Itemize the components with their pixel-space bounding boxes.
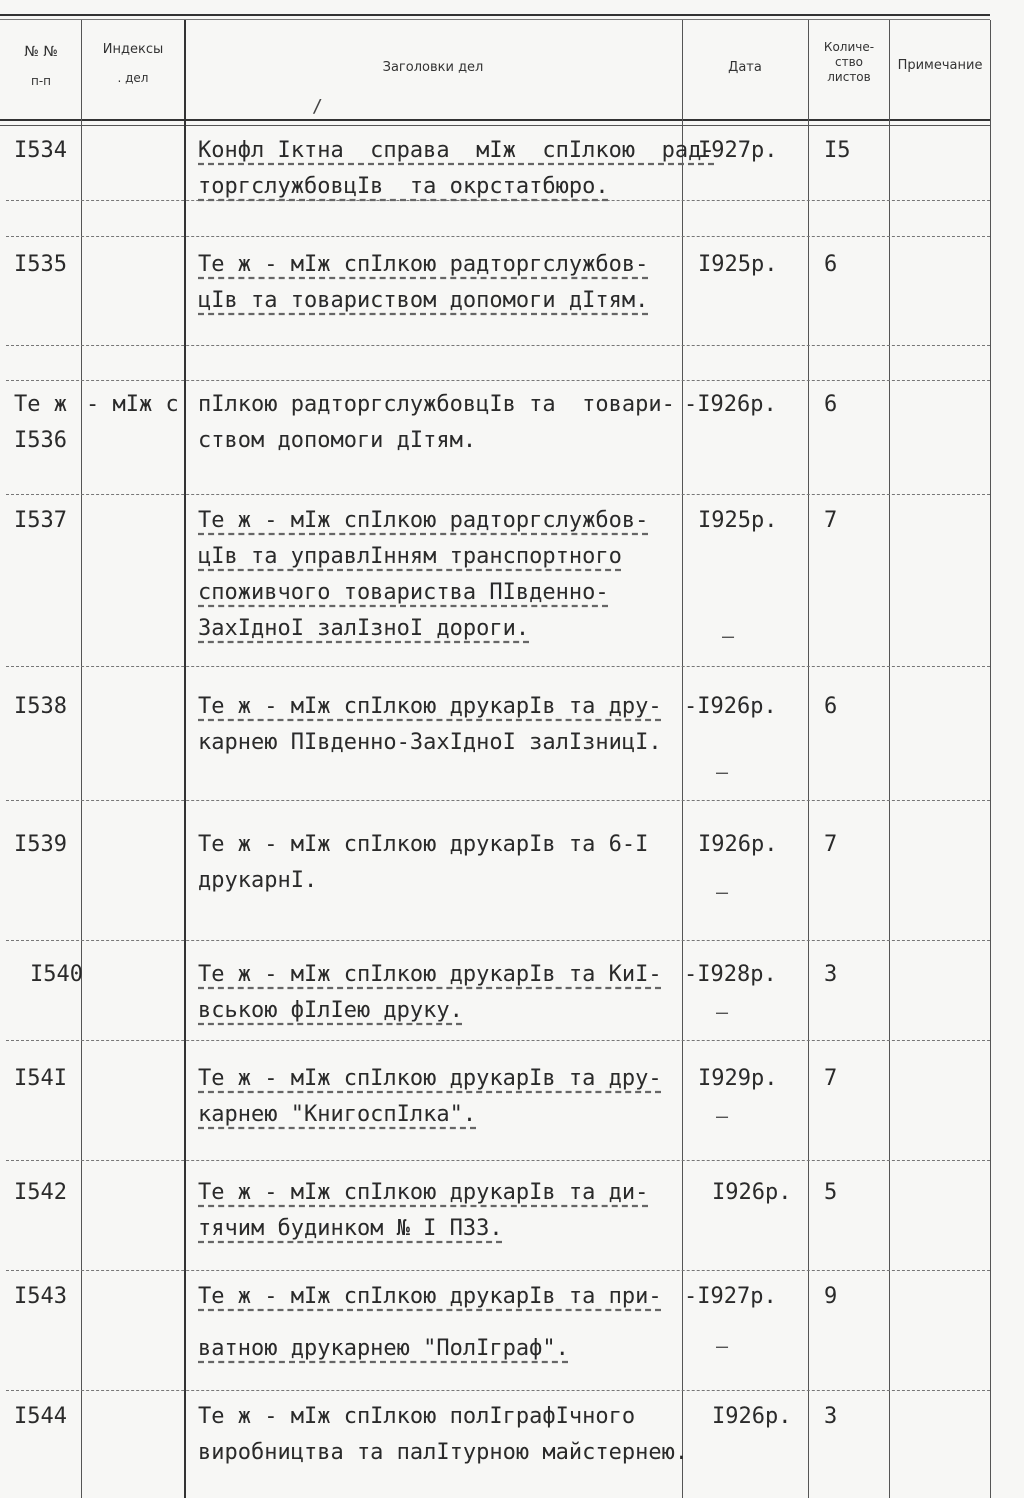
record-title-line: Те ж - мIж спIлкою друкарIв та дру- (198, 694, 662, 719)
column-rule (808, 20, 809, 1498)
record-date: -I927р. (684, 1284, 777, 1309)
record-title-line: карнею ПIвденно-ЗахIдноI залIзницI. (198, 730, 662, 755)
record-title-line: пIлкою радторгслужбовцIв та товари- (198, 392, 675, 417)
ruled-line (6, 236, 990, 237)
record-title-line: споживчого товариства ПIвденно- (198, 580, 609, 605)
record-date: I926р. (712, 1404, 792, 1429)
ruled-line (6, 940, 990, 941)
header-note (891, 22, 989, 118)
ruled-line (6, 1390, 990, 1391)
ruled-line (6, 666, 990, 667)
record-title-line: Те ж - мIж спIлкою друкарIв та КиI- (198, 962, 662, 987)
header-title (186, 22, 680, 118)
header-rule-top-thin (0, 19, 990, 20)
record-sheets: 6 (824, 392, 838, 417)
record-date: -I928р. (684, 962, 777, 987)
record-title-line: ством допомоги дIтям. (198, 428, 477, 453)
record-title-line: Конфл Iктна справа мIж спIлкою рад- (198, 138, 715, 163)
header-sheets-line2: ство (834, 55, 863, 69)
record-title-line: вською фIлIею друку. (198, 998, 463, 1023)
record-sheets: 5 (824, 1180, 838, 1205)
header-index-line2: . дел (117, 71, 149, 85)
record-sheets: 3 (824, 962, 838, 987)
record-number: I538 (14, 694, 67, 719)
dash-mark: – (716, 1000, 729, 1024)
dash-mark: – (716, 1104, 729, 1128)
column-rule (682, 20, 683, 1498)
record-title-line: Те ж - мIж спIлкою радторгслужбов- (198, 508, 649, 533)
record-title-line: Те ж - мIж спIлкою радторгслужбов- (198, 252, 649, 277)
record-number: Те ж (14, 392, 67, 417)
header-num (4, 22, 78, 118)
record-sheets: 3 (824, 1404, 838, 1429)
record-number: I537 (14, 508, 67, 533)
header-sheets-line1: Количе- (823, 40, 875, 54)
record-title-line: ватною друкарнею "ПолIграф". (198, 1336, 569, 1361)
record-number: I534 (14, 138, 67, 163)
header-index-line1: Индексы (102, 42, 164, 57)
record-sheets: 9 (824, 1284, 838, 1309)
record-title-line: ЗахIдноI залIзноI дороги. (198, 616, 530, 641)
record-title-line: Те ж - мIж спIлкою друкарIв та 6-I (198, 832, 649, 857)
column-rule (81, 20, 82, 1498)
header-rule-bottom-thin (0, 125, 990, 126)
record-sheets: 7 (824, 1066, 838, 1091)
header-index (84, 22, 182, 118)
record-date: I929р. (698, 1066, 778, 1091)
ruled-line (6, 345, 990, 346)
dash-mark: – (722, 624, 735, 648)
header-rule-bottom (0, 119, 990, 121)
ruled-line (6, 1040, 990, 1041)
record-number: I542 (14, 1180, 67, 1205)
record-sheets: 7 (824, 508, 838, 533)
ruled-line (6, 380, 990, 381)
header-title-text: Заголовки дел (382, 60, 484, 75)
record-title-line: Те ж - мIж спIлкою друкарIв та дру- (198, 1066, 662, 1091)
header-date (684, 22, 806, 118)
record-sheets: 6 (824, 694, 838, 719)
record-number: I536 (14, 428, 67, 453)
record-title-line: Те ж - мIж спIлкою друкарIв та при- (198, 1284, 662, 1309)
checkmark-icon: / (312, 96, 323, 117)
record-number: I539 (14, 832, 67, 857)
column-rule (889, 20, 890, 1498)
header-note-text: Примечание (897, 58, 983, 73)
record-date: I926р. (712, 1180, 792, 1205)
record-title-line: тячим будинком № I П33. (198, 1216, 503, 1241)
column-rule (990, 20, 991, 1498)
header-sheets-line3: листов (827, 70, 871, 84)
header-sheets (810, 22, 888, 118)
record-title-line: друкарнI. (198, 868, 318, 893)
record-number: I540 (30, 962, 83, 987)
record-number: I544 (14, 1404, 67, 1429)
record-sheets: I5 (824, 138, 851, 163)
record-title-lead: - мIж с (86, 392, 179, 417)
header-num-line1: № № (24, 44, 58, 60)
record-date: I925р. (698, 252, 778, 277)
column-rule (184, 20, 186, 1498)
record-title-line: карнею "КнигоспIлка". (198, 1102, 477, 1127)
ruled-line (6, 1160, 990, 1161)
ruled-line (6, 494, 990, 495)
record-title-line: торгслужбовцIв та окрстатбюро. (198, 174, 609, 199)
ruled-line (6, 1270, 990, 1271)
record-date: I925р. (698, 508, 778, 533)
record-date: -I926р. (684, 392, 777, 417)
record-date: I927р. (698, 138, 778, 163)
record-title-line: цIв та управлIнням транспортного (198, 544, 622, 569)
ruled-line (6, 800, 990, 801)
ruled-line (6, 200, 990, 201)
record-date: I926р. (698, 832, 778, 857)
header-num-line2: п-п (30, 74, 52, 88)
dash-mark: – (716, 760, 729, 784)
record-title-line: Те ж - мIж спIлкою друкарIв та ди- (198, 1180, 649, 1205)
record-sheets: 7 (824, 832, 838, 857)
record-sheets: 6 (824, 252, 838, 277)
dash-mark: – (716, 1334, 729, 1358)
record-title-line: виробництва та палIтурною майстернею. (198, 1440, 689, 1465)
dash-mark: – (716, 880, 729, 904)
header-rule-top (0, 14, 990, 16)
record-date: -I926р. (684, 694, 777, 719)
record-title-line: цIв та товариством допомоги дIтям. (198, 288, 649, 313)
record-number: I535 (14, 252, 67, 277)
record-number: I543 (14, 1284, 67, 1309)
header-date-text: Дата (728, 60, 762, 75)
record-number: I54I (14, 1066, 67, 1091)
record-title-line: Те ж - мIж спIлкою полIграфIчного (198, 1404, 636, 1429)
